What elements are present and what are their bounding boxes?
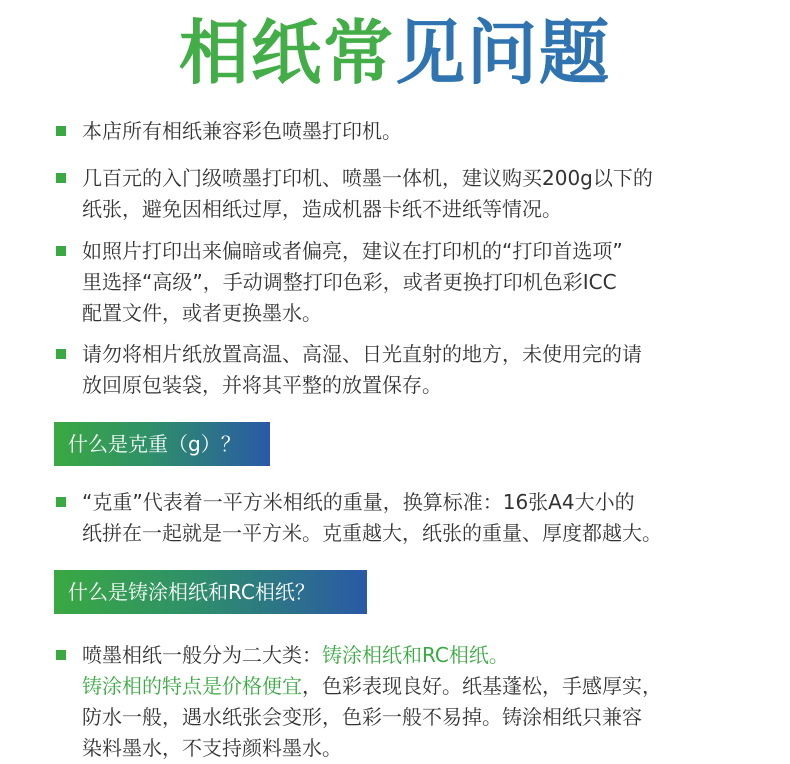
list-item xyxy=(56,640,770,764)
section-heading-grammage: 什么是克重（g）？ xyxy=(54,422,270,466)
plain-text: ，色彩表现良好。纸基蓬松，手感厚实， xyxy=(302,674,662,698)
list-item-text xyxy=(82,487,772,549)
list-item-text xyxy=(82,339,772,401)
section-heading-paper-types: 什么是铸涂相纸和RC相纸？ xyxy=(54,570,367,614)
green-square-bullet-icon xyxy=(56,246,66,256)
list-item-line: “克重”代表着一平方米相纸的重量，换算标准：16张A4大小的 xyxy=(82,490,635,514)
list-item xyxy=(56,339,770,401)
list-item xyxy=(56,116,770,147)
list-item-line: 染料墨水，不支持颜料墨水。 xyxy=(82,736,342,760)
list-item-line xyxy=(82,671,772,702)
list-item-line: 请勿将相片纸放置高温、高湿、日光直射的地方，未使用完的请 xyxy=(82,342,642,366)
list-item-line xyxy=(82,640,772,671)
list-item-line: 纸拼在一起就是一平方米。克重越大，纸张的重量、厚度都越大。 xyxy=(82,521,662,545)
list-item-text xyxy=(82,116,772,147)
green-square-bullet-icon xyxy=(56,173,66,183)
page-title xyxy=(0,8,790,98)
green-square-bullet-icon xyxy=(56,349,66,359)
plain-text: 喷墨相纸一般分为二大类： xyxy=(82,643,322,667)
list-item-text xyxy=(82,640,772,764)
list-item-line: 如照片打印出来偏暗或者偏亮，建议在打印机的“打印首选项” xyxy=(82,239,623,263)
green-square-bullet-icon xyxy=(56,650,66,660)
list-item xyxy=(56,236,770,329)
highlight-text: 铸涂相纸和RC相纸。 xyxy=(322,643,509,667)
list-item xyxy=(56,487,770,549)
list-item-text xyxy=(82,236,772,329)
green-square-bullet-icon xyxy=(56,126,66,136)
list-item xyxy=(56,163,770,225)
list-item-text xyxy=(82,163,772,225)
list-item-line: 配置文件，或者更换墨水。 xyxy=(82,301,322,325)
list-item-line: 本店所有相纸兼容彩色喷墨打印机。 xyxy=(82,119,402,143)
list-item-line: 防水一般，遇水纸张会变形，色彩一般不易掉。铸涂相纸只兼容 xyxy=(82,705,642,729)
highlight-text: 铸涂相的特点是价格便宜 xyxy=(82,674,302,698)
list-item-line: 几百元的入门级喷墨打印机、喷墨一体机，建议购买200g以下的 xyxy=(82,166,653,190)
list-item-line: 放回原包装袋，并将其平整的放置保存。 xyxy=(82,373,442,397)
list-item-line: 里选择“高级”，手动调整打印色彩，或者更换打印机色彩ICC xyxy=(82,270,617,294)
list-item-line: 纸张，避免因相纸过厚，造成机器卡纸不进纸等情况。 xyxy=(82,197,562,221)
page-title-green-part: 相纸常 xyxy=(179,12,395,94)
green-square-bullet-icon xyxy=(56,497,66,507)
page-title-blue-part: 见问题 xyxy=(395,12,611,94)
